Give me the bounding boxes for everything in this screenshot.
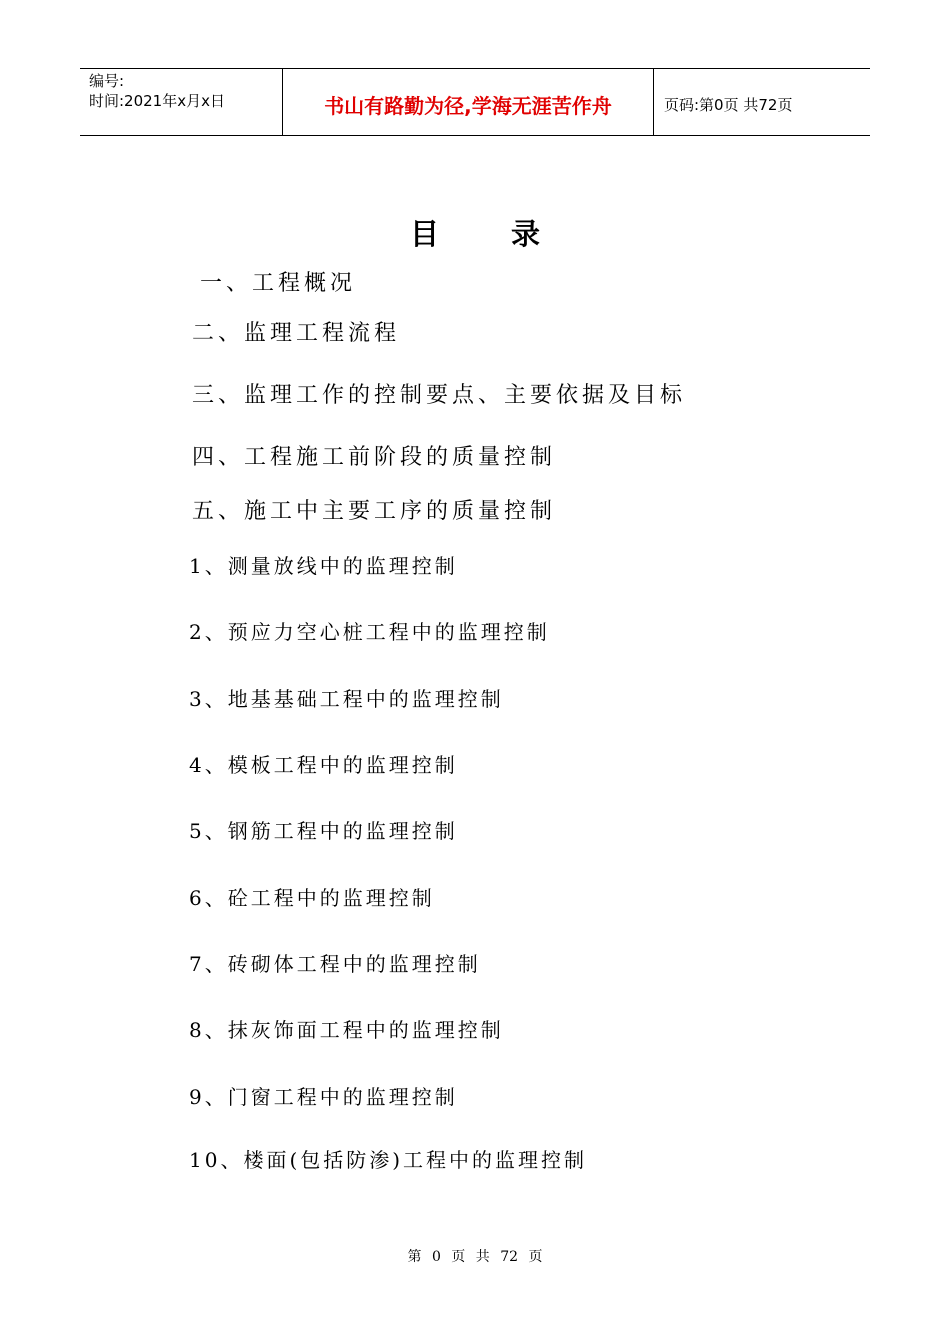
serial-number-label: 编号: [89, 72, 125, 90]
date-label: 时间:2021年x月x日 [89, 92, 225, 110]
header-page-info: 页码:第0页 共72页 [664, 95, 793, 114]
toc-title: 目录 [409, 217, 612, 251]
toc-subsection: 6、砼工程中的监理控制 [189, 886, 435, 910]
toc-subsection: 5、钢筋工程中的监理控制 [189, 819, 458, 843]
toc-subsection: 3、地基基础工程中的监理控制 [189, 687, 504, 711]
header-page-cell [654, 69, 870, 135]
toc-subsection: 10、楼面(包括防渗)工程中的监理控制 [189, 1148, 588, 1172]
toc-subsection: 8、抹灰饰面工程中的监理控制 [189, 1018, 504, 1042]
toc-subsection: 7、砖砌体工程中的监理控制 [189, 952, 481, 976]
toc-subsection: 4、模板工程中的监理控制 [189, 753, 458, 777]
toc-subsection: 1、测量放线中的监理控制 [189, 554, 458, 578]
toc-section: 五、施工中主要工序的质量控制 [192, 499, 557, 524]
page-footer: 第 0 页 共 72 页 [407, 1249, 543, 1265]
toc-section: 三、监理工作的控制要点、主要依据及目标 [192, 383, 687, 408]
toc-section: 四、工程施工前阶段的质量控制 [192, 445, 557, 470]
header-motto: 书山有路勤为径,学海无涯苦作舟 [324, 93, 612, 118]
toc-subsection: 9、门窗工程中的监理控制 [189, 1085, 458, 1109]
header-motto-cell [282, 69, 654, 135]
header-meta-cell [80, 69, 282, 135]
document-header [80, 68, 870, 136]
toc-subsection: 2、预应力空心桩工程中的监理控制 [189, 620, 550, 644]
toc-section: 一、工程概况 [200, 271, 357, 296]
toc-section: 二、监理工程流程 [192, 321, 401, 346]
